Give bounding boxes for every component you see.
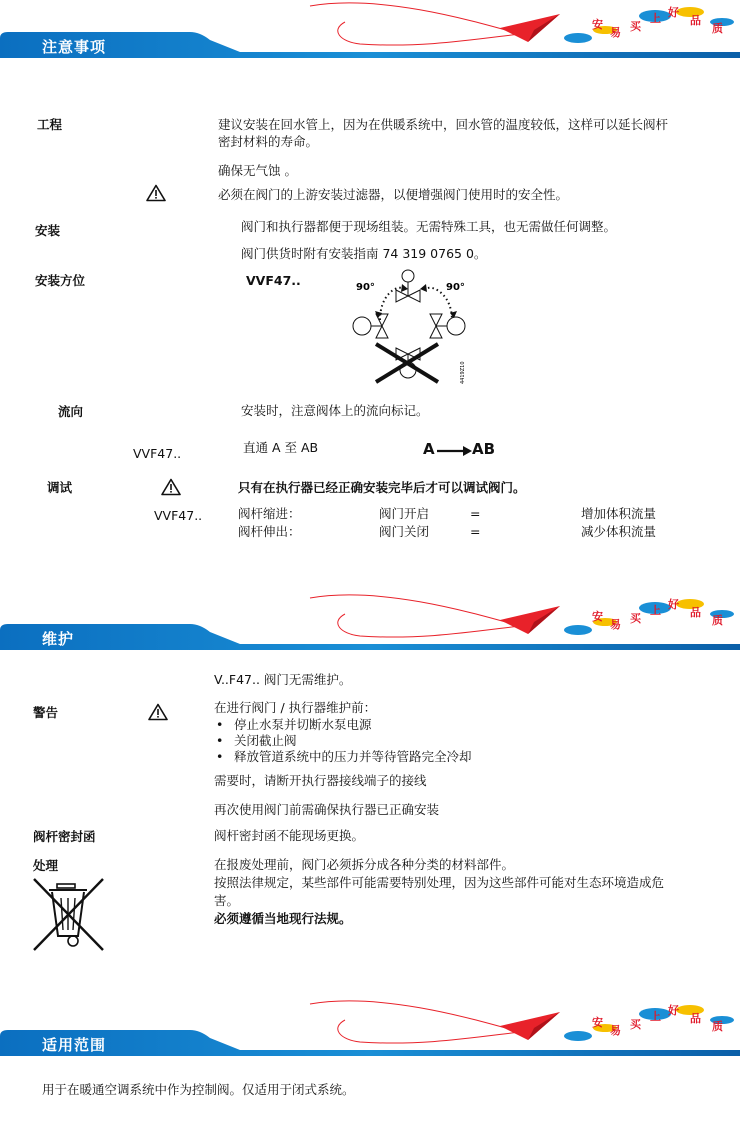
commissioning-warning: 只有在执行器已经正确安装完毕后才可以调试阀门。 [238,480,526,495]
slogan-char: 安 [592,1016,603,1029]
warning-icon [148,703,168,721]
warning-lead: 在进行阀门 / 执行器维护前： [214,700,377,715]
list-item: • 关闭截止阀 [214,733,472,749]
slogan-char: 上 [650,1010,661,1023]
disposal-text-2b: 害。 [214,893,240,908]
slogan-char: 品 [690,14,701,27]
header-bar [0,1030,740,1056]
engineering-text-1a: 建议安装在回水管上，因为在供暖系统中，回水管的温度较低，这样可以延长阀杆 [218,117,669,132]
section-title: 注意事项 [42,38,107,56]
slogan-char: 品 [690,606,701,619]
stem-action: 阀杆缩进： [238,506,301,521]
engineering-text-2: 确保无气蚀 。 [218,163,297,178]
header-bar [0,624,740,650]
angle-label: 90° [356,282,375,293]
section-header-notes [0,0,740,58]
slogan-char: 质 [712,1020,723,1033]
label-orientation: 安装方位 [35,273,86,288]
flow-result: 减少体积流量 [581,524,657,539]
installation-text-2: 阀门供货时附有安装指南 74 319 0765 0。 [241,246,487,261]
disposal-text-1: 在报废处理前，阀门必须拆分成各种分类的材料部件。 [214,857,515,872]
slogan-char: 买 [630,1018,641,1031]
flow-to: AB [472,440,496,458]
valve-state: 阀门开启 [379,506,430,521]
crossed-bin-icon [33,878,105,952]
flow-result: 增加体积流量 [581,506,657,521]
slogan-char: 安 [592,610,603,623]
label-commissioning: 调试 [47,480,73,495]
orientation-diagram [340,268,470,386]
warning-icon [161,478,181,496]
equals-sign: = [470,524,481,539]
label-stem-seal: 阀杆密封函 [33,829,96,844]
commissioning-model: VVF47.. [154,508,203,523]
engineering-text-1b: 密封材料的寿命。 [218,134,319,149]
label-installation: 安装 [35,223,61,238]
header-bar [0,32,740,58]
slogan-char: 好 [668,598,679,611]
slogan-char: 上 [650,604,661,617]
disposal-text-2a: 按照法律规定，某些部件可能需要特别处理，因为这些部件可能对生态环境造成危 [214,875,665,890]
flow-from: A [423,440,435,458]
label-warning: 警告 [33,705,59,720]
slogan-char: 质 [712,614,723,627]
slogan-char: 易 [610,618,621,631]
drawing-code: 4419Z10 [460,361,466,384]
angle-label: 90° [446,282,465,293]
maintenance-intro: V..F47.. 阀门无需维护。 [214,672,352,687]
slogan-char: 买 [630,20,641,33]
section-title: 适用范围 [42,1036,107,1054]
orientation-model: VVF47.. [246,273,301,288]
slogan-char: 品 [690,1012,701,1025]
slogan-char: 好 [668,6,679,19]
flow-model: VVF47.. [133,446,182,461]
flow-direction-text: 直通 A 至 AB [243,440,319,455]
section-header-maintenance [0,592,740,650]
valve-state: 阀门关闭 [379,524,430,539]
installation-text-1: 阀门和执行器都便于现场组装。无需特殊工具，也无需做任何调整。 [241,219,617,234]
arrow-right-icon [437,445,473,457]
stem-action: 阀杆伸出： [238,524,301,539]
engineering-text-3: 必须在阀门的上游安装过滤器，以便增强阀门使用时的安全性。 [218,187,569,202]
label-engineering: 工程 [37,117,63,132]
disposal-text-3: 必须遵循当地现行法规。 [214,911,352,926]
section-header-application [0,998,740,1056]
slogan-char: 易 [610,26,621,39]
label-disposal: 处理 [33,858,59,873]
slogan-char: 上 [650,12,661,25]
list-item: • 停止水泵并切断水泵电源 [214,717,472,733]
slogan-char: 好 [668,1004,679,1017]
slogan-char: 安 [592,18,603,31]
warning-bullet-list [214,717,472,765]
label-flow: 流向 [58,404,84,419]
equals-sign: = [470,506,481,521]
warning-after: 需要时，请断开执行器接线端子的接线 [214,773,427,788]
stem-seal-text: 阀杆密封函不能现场更换。 [214,828,365,843]
section-title: 维护 [42,630,75,648]
slogan-char: 买 [630,612,641,625]
warning-icon [146,184,166,202]
flow-text: 安装时，注意阀体上的流向标记。 [241,403,429,418]
application-text: 用于在暖通空调系统中作为控制阀。仅适用于闭式系统。 [42,1082,355,1097]
warning-reuse: 再次使用阀门前需确保执行器已正确安装 [214,802,440,817]
list-item: • 释放管道系统中的压力并等待管路完全冷却 [214,749,472,765]
slogan-char: 易 [610,1024,621,1037]
slogan-char: 质 [712,22,723,35]
